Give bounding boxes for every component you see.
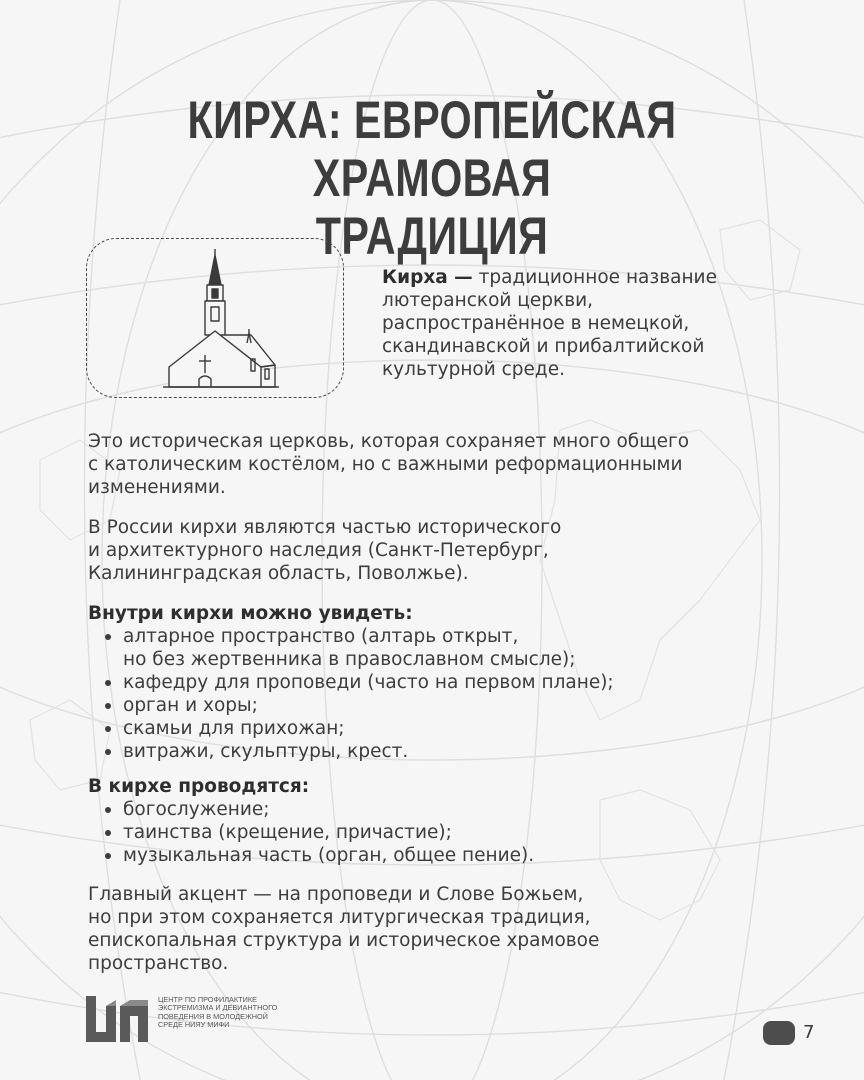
list-item: скамьи для прихожан; bbox=[100, 717, 800, 740]
org-line-4: СРЕДЕ НИЯУ МИФИ bbox=[158, 1019, 230, 1029]
intro-text-line-5: культурной среде. bbox=[382, 359, 565, 380]
inside-item-1-line-2: но без жертвенника в православном смысле); bbox=[123, 649, 576, 670]
list-item: музыкальная часть (орган, общее пение). bbox=[100, 844, 800, 867]
conclusion-line-3: епископальная структура и историческое храмовое bbox=[88, 930, 600, 951]
inside-heading: Внутри кирхи можно увидеть: bbox=[88, 603, 413, 624]
intro-term: Кирха — bbox=[382, 267, 473, 288]
paragraph-history bbox=[88, 430, 808, 499]
conclusion-line-4: пространство. bbox=[88, 953, 229, 974]
intro-text-line-1: традиционное название bbox=[472, 267, 717, 288]
title-line-2: ТРАДИЦИЯ bbox=[315, 207, 549, 266]
intro-text-line-2: лютеранской церкви, bbox=[382, 290, 593, 311]
paragraph-conclusion bbox=[88, 883, 808, 975]
para2-line-1: В России кирхи являются частью исторического bbox=[88, 517, 562, 538]
services-heading: В кирхе проводятся: bbox=[88, 776, 310, 797]
list-item: богослужение; bbox=[100, 798, 800, 821]
services-list bbox=[100, 798, 800, 867]
title-line-1: КИРХА: ЕВРОПЕЙСКАЯ ХРАМОВАЯ bbox=[187, 91, 677, 208]
list-item: витражи, скульптуры, крест. bbox=[100, 740, 800, 763]
paragraph-russia bbox=[88, 516, 808, 585]
para1-line-2: с католическим костёлом, но с важными реформационными bbox=[88, 454, 683, 475]
para1-line-1: Это историческая церковь, которая сохраняет много общего bbox=[88, 431, 690, 452]
list-item bbox=[100, 625, 800, 671]
org-name bbox=[158, 996, 288, 1029]
list-item: таинства (крещение, причастие); bbox=[100, 821, 800, 844]
intro-text-line-4: скандинавской и прибалтийской bbox=[382, 336, 705, 357]
para2-line-3: Калининградская область, Поволжье). bbox=[88, 563, 469, 584]
church-illustration-frame bbox=[86, 238, 344, 398]
page-number: 7 bbox=[803, 1022, 815, 1043]
para1-line-3: изменениями. bbox=[88, 477, 226, 498]
list-item: кафедру для проповеди (часто на первом плане); bbox=[100, 671, 800, 694]
intro-definition bbox=[382, 266, 782, 381]
conclusion-line-2: но при этом сохраняется литургическая традиция, bbox=[88, 907, 591, 928]
org-line-1: ЦЕНТР ПО ПРОФИЛАКТИКЕ bbox=[158, 995, 257, 1004]
intro-text-line-3: распространённое в немецкой, bbox=[382, 313, 690, 334]
inside-list bbox=[100, 625, 800, 763]
church-icon bbox=[87, 239, 345, 399]
page-badge bbox=[763, 1021, 795, 1045]
conclusion-line-1: Главный акцент — на проповеди и Слове Божьем, bbox=[88, 884, 584, 905]
org-line-2: ЭКСТРЕМИЗМА И ДЕВИАНТНОГО bbox=[158, 1003, 278, 1013]
list-item: орган и хоры; bbox=[100, 694, 800, 717]
inside-item-1-line-1: алтарное пространство (алтарь открыт, bbox=[123, 626, 519, 647]
org-logo-icon bbox=[84, 992, 150, 1048]
para2-line-2: и архитектурного наследия (Санкт-Петербург, bbox=[88, 540, 549, 561]
org-line-3: ПОВЕДЕНИЯ В МОЛОДЕЖНОЙ bbox=[158, 1011, 268, 1021]
